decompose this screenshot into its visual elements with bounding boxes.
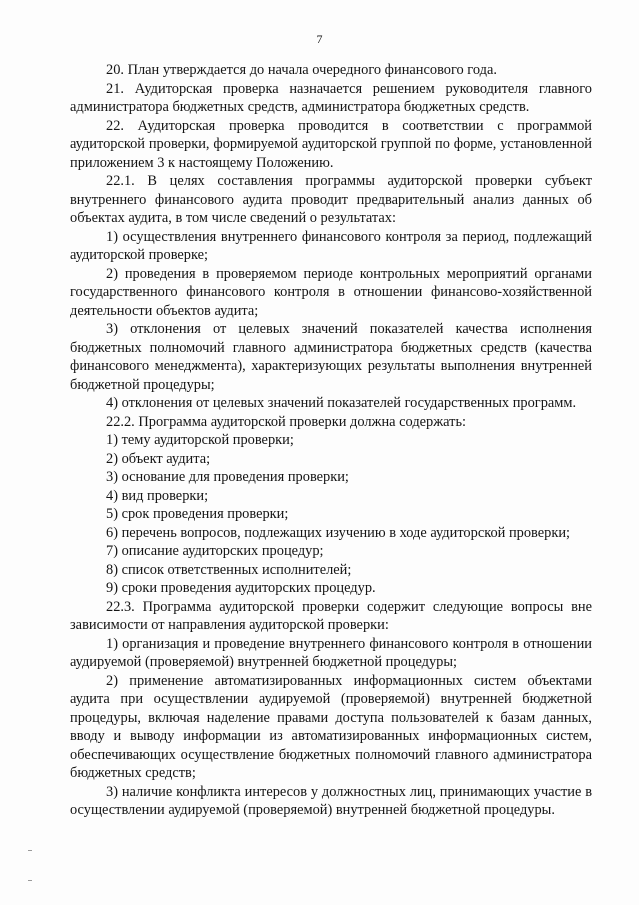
paragraph: 21. Аудиторская проверка назначается решением руководителя главного администратора бюджетных средств, администратора бюджетных средств. [70,80,592,115]
document-body [70,61,592,820]
list-item: 2) объект аудита; [106,450,211,467]
list-item: 5) срок проведения проверки; [106,506,289,522]
list-item: 3) наличие конфликта интересов у должностных лиц, принимающих участие в осуществлении аудируемой (проверяемой) внутренней бюджетной процедуры. [70,783,592,818]
page-number: 7 [316,32,323,46]
list-item: 1) осуществления внутреннего финансового контроля за период, подлежащий аудиторской проверке; [70,228,592,263]
list-item: 4) отклонения от целевых значений показателей государственных программ. [106,395,577,411]
list-item: 1) организация и проведение внутреннего финансового контроля в отношении аудируемой (проверяемой) внутренней бюджетной процедуры; [70,635,592,670]
paragraph: 22.3. Программа аудиторской проверки содержит следующие вопросы вне зависимости от направления аудиторской проверки: [70,598,592,633]
paragraph: 22.1. В целях составления программы аудиторской проверки субъект внутреннего финансового аудита проводит предварительный анализ данных об объектах аудита, в том числе сведений о результатах: [70,173,592,226]
list-item: 9) сроки проведения аудиторских процедур. [106,580,376,596]
paragraph: 22.2. Программа аудиторской проверки должна содержать: [106,413,467,430]
list-item: 8) список ответственных исполнителей; [106,561,352,578]
list-item: 2) применение автоматизированных информационных систем объектами аудита при осуществлении аудируемой (проверяемой) внутренней бюджетной процедуры, включая наделение правами доступа пользователей к базам данных, вводу и выводу информации из автоматизированных информационных систем, обеспечивающих осуществление бюджетных полномочий главного администратора бюджетных средств; [70,672,592,781]
list-item: 3) основание для проведения проверки; [106,469,349,485]
list-item: 4) вид проверки; [106,487,209,504]
list-item: 1) тему аудиторской проверки; [106,432,294,448]
paragraph: 20. План утверждается до начала очередного финансового года. [106,62,497,78]
list-item: 7) описание аудиторских процедур; [106,543,324,559]
paragraph: 22. Аудиторская проверка проводится в соответствии с программой аудиторской проверки, формируемой аудиторской группой по форме, установленной приложением 3 к настоящему Положению. [70,117,592,171]
scan-mark [28,880,32,881]
scan-mark [28,850,32,851]
list-item: 3) отклонения от целевых значений показателей качества исполнения бюджетных полномочий главного администратора бюджетных средств (качества финансового менеджмента), характеризующих результаты выполнения внутренней бюджетной процедуры; [70,321,592,393]
list-item: 6) перечень вопросов, подлежащих изучению в ходе аудиторской проверки; [106,524,571,541]
list-item: 2) проведения в проверяемом периоде контрольных мероприятий органами государственного финансового контроля в отношении финансово-хозяйственной деятельности объектов аудита; [70,265,592,319]
